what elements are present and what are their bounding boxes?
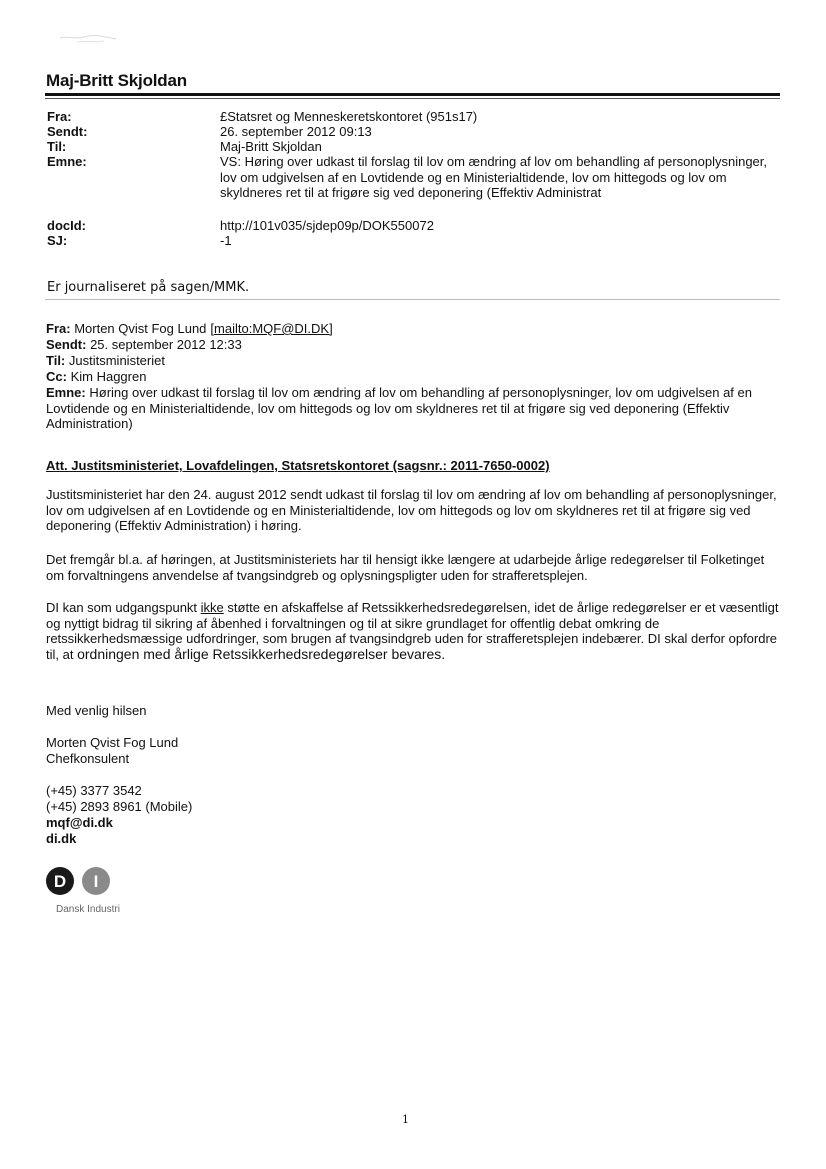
paragraph-3-middle: støtte en afskaffelse af Retssikkerhedsredegørelsen, idet de årlige redegørelser er et væsentligt og nyttigt bidrag til sikring af åbenhed i forvaltningen og til at sikre grundlaget for offentlig debat omkring de retssikkerhedsmæssige udfordringer, som brugen af tvangsindgreb uden for strafferetsplejen indebærer. DI skal derfor opfordre til, at xyxy=(46,600,779,662)
header-to-label: Til: xyxy=(47,139,67,154)
header-sj-value: -1 xyxy=(220,233,232,248)
forward-to-line xyxy=(46,353,786,369)
header-sent-value: 26. september 2012 09:13 xyxy=(220,124,372,139)
forward-from-label: Fra: xyxy=(46,321,71,336)
paragraph-1: Justitsministeriet har den 24. august 2012 sendt udkast til forslag til lov om ændring af lov om behandling af personoplysninger, lov om udgivelsen af en Lovtidende og en Ministerialtidende, lov om hittegods og lov om skyldneres ret til at frigøre sig ved deponering (Effektiv Administration) i høring. xyxy=(46,487,777,533)
header-docid-label: docId: xyxy=(47,218,86,233)
forward-cc-line xyxy=(46,369,786,385)
paragraph-3-end: ordningen med årlige Retssikkerhedsredegørelser bevares. xyxy=(77,645,446,662)
header-from-label: Fra: xyxy=(47,109,72,124)
signature-email[interactable]: mqf@di.dk xyxy=(46,815,113,830)
signature-mobile: (+45) 2893 8961 (Mobile) xyxy=(46,799,193,814)
paragraph-3-start: DI kan som udgangspunkt xyxy=(46,600,198,615)
attention-line: Att. Justitsministeriet, Lovafdelingen, Statsretskontoret (sagsnr.: 2011-7650-0002) xyxy=(46,458,550,473)
header-from-value: £Statsret og Menneskeretskontoret (951s17) xyxy=(220,109,478,124)
signature-title: Chefkonsulent xyxy=(46,751,130,766)
header-sj-label: SJ: xyxy=(47,233,68,248)
mailto-link[interactable]: [mailto:MQF@DI.DK] xyxy=(210,321,333,336)
forward-to-label: Til: xyxy=(46,353,66,368)
logo-letter-d: D xyxy=(53,872,67,891)
forward-sent-label: Sendt: xyxy=(46,337,87,352)
forward-cc-label: Cc: xyxy=(46,369,67,384)
forward-cc-value: Kim Haggren xyxy=(70,369,147,384)
logo-caption: Dansk Industri xyxy=(56,904,120,915)
paragraph-2: Det fremgår bl.a. af høringen, at Justitsministeriets har til hensigt ikke længere at udarbejde årlige redegørelser til Folketinget om forvaltningens anvendelse af tvangsindgreb og oplysningspligter uden for strafferetsplejen. xyxy=(46,552,765,583)
forward-to-value: Justitsministeriet xyxy=(68,353,165,368)
header-sent-label: Sendt: xyxy=(47,124,88,139)
greeting: Med venlig hilsen xyxy=(46,703,147,718)
header-subject-label: Emne: xyxy=(47,154,87,169)
forward-from-value: Morten Qvist Fog Lund xyxy=(74,321,207,336)
forward-from-line xyxy=(46,321,786,337)
forward-subject-value: Høring over udkast til forslag til lov om ændring af lov om behandling af personoplysninger, lov om udgivelsen af en Lovtidende og en Ministerialtidende, lov om hittegods og lov om skyldneres ret til at frigøre sig ved deponering (Effektiv Administration) xyxy=(46,385,752,431)
scan-mark xyxy=(58,30,118,46)
header-subject-value: VS: Høring over udkast til forslag til lov om ændring af lov om behandling af personoplysninger, lov om udgivelsen af en Lovtidende og en Ministerialtidende, lov om hittegods og lov om skyldneres ret til at frigøre sig ved deponering (Effektiv Administrat xyxy=(220,154,768,200)
forward-sent-line xyxy=(46,337,786,353)
journal-note: Er journaliseret på sagen/MMK. xyxy=(47,280,250,295)
forward-sent-value: 25. september 2012 12:33 xyxy=(90,337,242,352)
logo-letter-i: I xyxy=(93,872,99,891)
paragraph-3 xyxy=(46,600,781,662)
header-docid-value: http://101v035/sjdep09p/DOK550072 xyxy=(220,218,434,233)
header-rule-thin xyxy=(45,98,780,99)
paragraph-3-emphasis: ikke xyxy=(200,600,224,615)
forward-subject-line xyxy=(46,385,786,432)
header-rule xyxy=(45,93,780,96)
page-number: 1 xyxy=(402,1113,409,1126)
separator-line xyxy=(45,299,780,300)
email-owner-name: Maj-Britt Skjoldan xyxy=(46,71,187,90)
forward-subject-label: Emne: xyxy=(46,385,86,400)
signature-phone: (+45) 3377 3542 xyxy=(46,783,142,798)
signature-web[interactable]: di.dk xyxy=(46,831,77,846)
signature-name: Morten Qvist Fog Lund xyxy=(46,735,179,750)
di-logo xyxy=(44,866,114,898)
header-to-value: Maj-Britt Skjoldan xyxy=(220,139,322,154)
